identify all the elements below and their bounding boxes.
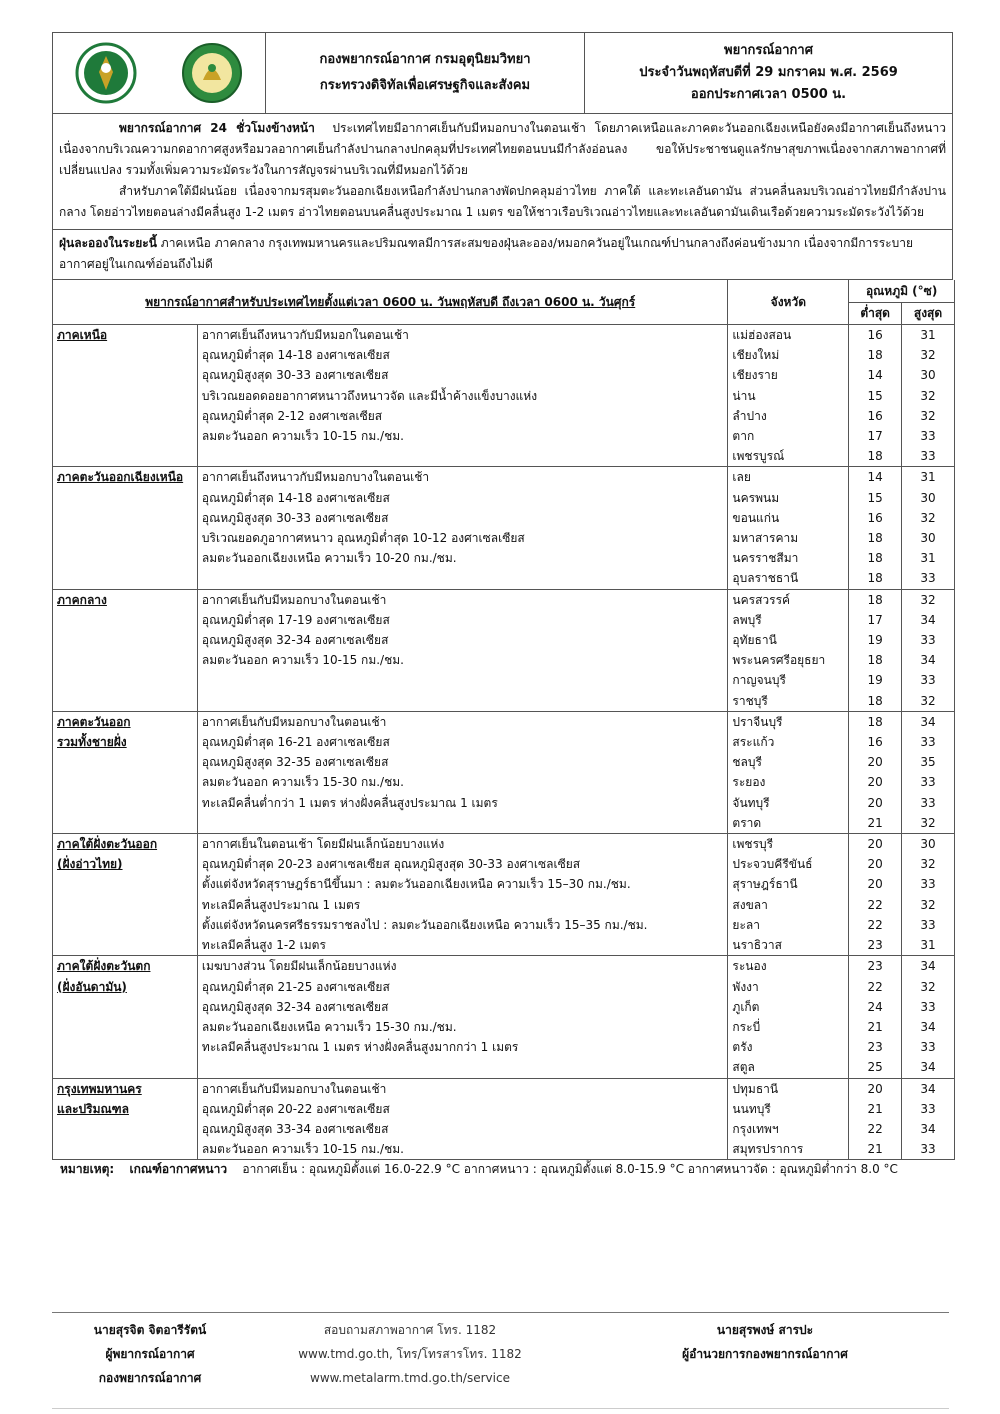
min-temp: 18 [867, 653, 883, 668]
max-temp: 32 [920, 388, 936, 403]
province-list [728, 467, 849, 589]
min-temp-list [849, 1078, 902, 1160]
region-name-line: (ฝั่งอันดามัน) [57, 979, 127, 994]
min-temp: 15 [867, 490, 883, 505]
min-temp: 23 [867, 938, 883, 953]
max-temp: 33 [920, 449, 936, 464]
description-line: อุณหภูมิสูงสุด 32-35 องศาเซลเซียส [201, 755, 389, 770]
max-temp: 30 [920, 531, 936, 546]
min-temp: 22 [867, 897, 883, 912]
region-name-line: ภาคใต้ฝั่งตะวันตก [57, 959, 151, 974]
province-name: นครพนม [732, 490, 780, 505]
max-header: สูงสุด [902, 303, 955, 325]
max-temp: 32 [920, 857, 936, 872]
min-temp: 18 [867, 592, 883, 607]
max-temp-list [902, 711, 955, 833]
region-row [53, 325, 955, 467]
description-line: อุณหภูมิต่ำสุด 16-21 องศาเซลเซียส [201, 735, 390, 750]
issue-time: ออกประกาศเวลา 0500 น. [690, 87, 847, 102]
region-name-line: รวมทั้งชายฝั่ง [57, 735, 127, 750]
region-description [197, 325, 727, 467]
title-block [585, 33, 952, 113]
province-name: อุบลราชธานี [732, 571, 799, 586]
tmd-logo-icon [181, 42, 243, 104]
max-temp: 33 [920, 877, 936, 892]
max-temp: 31 [920, 470, 936, 485]
description-line: ลมตะวันออก ความเร็ว 15-30 กม./ชม. [201, 775, 404, 790]
region-name-line: ภาคเหนือ [57, 328, 108, 342]
bottom-divider [52, 1408, 949, 1409]
bulletin-page [52, 32, 953, 1160]
province-list [728, 711, 849, 833]
min-temp-list [849, 711, 902, 833]
province-name: ภูเก็ต [732, 999, 760, 1014]
province-name: เพชรบุรี [732, 837, 774, 852]
min-temp: 20 [867, 755, 883, 770]
description-line: อากาศเย็นกับมีหมอกบางในตอนเช้า [201, 714, 387, 729]
logo-area [53, 33, 266, 113]
province-name: เพชรบูรณ์ [732, 449, 785, 464]
description-line: ทะเลมีคลื่นสูงประมาณ 1 เมตร ห่างฝั่งคลื่นสูงมากกว่า 1 เมตร [201, 1040, 519, 1055]
min-temp-list [849, 834, 902, 956]
province-name: นครสวรรค์ [732, 592, 791, 607]
region-description [197, 956, 727, 1078]
province-name: ลำปาง [732, 408, 767, 423]
region-name [53, 467, 198, 589]
max-temp: 30 [920, 837, 936, 852]
forecaster-dept: กองพยากรณ์อากาศ [98, 1371, 202, 1385]
description-line: อากาศเย็นกับมีหมอกบางในตอนเช้า [201, 592, 387, 607]
max-temp: 33 [920, 429, 936, 444]
max-temp: 33 [920, 775, 936, 790]
min-temp: 21 [867, 1019, 883, 1034]
province-name: ตาก [732, 429, 755, 444]
region-row [53, 589, 955, 711]
province-name: กระบี่ [732, 1019, 761, 1034]
region-description [197, 1078, 727, 1160]
min-temp-list [849, 467, 902, 589]
province-name: ลพบุรี [732, 612, 762, 627]
description-line: อุณหภูมิต่ำสุด 20-22 องศาเซลเซียส [201, 1101, 390, 1116]
description-line: ลมตะวันออกเฉียงเหนือ ความเร็ว 15-30 กม./ชม. [201, 1019, 457, 1034]
max-temp: 32 [920, 592, 936, 607]
province-list [728, 1078, 849, 1160]
region-description [197, 589, 727, 711]
max-temp: 32 [920, 897, 936, 912]
forecast-lead: พยากรณ์อากาศ 24 ชั่วโมงข้างหน้า [119, 121, 315, 135]
forecast-para2: สำหรับภาคใต้มีฝนน้อย เนื่องจากมรสุมตะวันออกเฉียงเหนือกำลังปานกลางพัดปกคลุมอ่าวไทย ภาคใต้ และทะเลอันดามัน ส่วนคลื่นลมบริเวณอ่าวไทยมีกำลังปานกลาง โดยอ่าวไทยตอนล่างมีคลื่นสูง 1-2 เมตร อ่าวไทยตอนบนคลื่นสูงประมาณ 1 เมตร ขอให้ชาวเรือบริเวณอ่าวไทยและทะเลอันดามันเดินเรือด้วยความระมัดระวังไว้ด้วย [59, 184, 946, 219]
min-temp: 18 [867, 531, 883, 546]
min-temp: 22 [867, 1121, 883, 1136]
min-temp: 18 [867, 571, 883, 586]
max-temp: 33 [920, 917, 936, 932]
dust-label: ฝุ่นละอองในระยะนี้ [59, 236, 157, 250]
description-line: อุณหภูมิต่ำสุด 2-12 องศาเซลเซียส [201, 408, 383, 423]
region-name [53, 834, 198, 956]
min-temp: 18 [867, 551, 883, 566]
min-temp-list [849, 589, 902, 711]
min-temp: 21 [867, 1101, 883, 1116]
max-temp-list [902, 1078, 955, 1160]
region-name-line: และปริมณฑล [57, 1101, 129, 1116]
description-line: อากาศเย็นกับมีหมอกบางในตอนเช้า [201, 1081, 387, 1096]
description-line: ทะเลมีคลื่นสูง 1-2 เมตร [201, 938, 326, 953]
max-temp: 32 [920, 979, 936, 994]
note-text: อากาศเย็น : อุณหภูมิตั้งแต่ 16.0-22.9 °C อากาศหนาว : อุณหภูมิตั้งแต่ 8.0-15.9 °C อากาศหนาวจัด : อุณหภูมิต่ำกว่า 8.0 °C [242, 1162, 898, 1176]
province-name: ชลบุรี [732, 755, 762, 770]
province-name: สตูล [732, 1060, 755, 1075]
description-line: อากาศเย็นถึงหนาวกับมีหมอกในตอนเช้า [201, 328, 409, 342]
province-name: เลย [732, 470, 751, 485]
min-temp: 24 [867, 999, 883, 1014]
region-name [53, 1078, 198, 1160]
director-name: นายสุรพงษ์ สารปะ [716, 1323, 814, 1337]
min-temp: 16 [867, 408, 883, 423]
region-description [197, 834, 727, 956]
contact-website[interactable]: www.tmd.go.th, โทร/โทรสารโทร. 1182 [298, 1347, 522, 1361]
province-name: ปราจีนบุรี [732, 714, 783, 729]
province-name: เชียงใหม่ [732, 348, 780, 363]
contact-service[interactable]: www.metalarm.tmd.go.th/service [310, 1371, 510, 1385]
description-line: อุณหภูมิสูงสุด 30-33 องศาเซลเซียส [201, 510, 389, 525]
province-name: สมุทรปราการ [732, 1142, 804, 1157]
org-block [266, 33, 585, 113]
max-temp: 33 [920, 735, 936, 750]
max-temp: 34 [920, 959, 936, 974]
forecast-table [52, 280, 955, 1160]
province-name: นนทบุรี [732, 1101, 771, 1116]
description-line: เมฆบางส่วน โดยมีฝนเล็กน้อยบางแห่ง [201, 959, 397, 974]
max-temp: 33 [920, 1040, 936, 1055]
min-temp-list [849, 956, 902, 1078]
region-name [53, 589, 198, 711]
min-temp: 20 [867, 795, 883, 810]
province-name: พระนครศรีอยุธยา [732, 653, 826, 668]
description-line: อุณหภูมิต่ำสุด 17-19 องศาเซลเซียส [201, 612, 390, 627]
province-name: ตราด [732, 815, 762, 830]
min-temp: 23 [867, 1040, 883, 1055]
min-temp: 17 [867, 612, 883, 627]
description-line: อุณหภูมิสูงสุด 30-33 องศาเซลเซียส [201, 368, 389, 383]
province-name: ราชบุรี [732, 693, 768, 708]
max-temp: 31 [920, 938, 936, 953]
region-row [53, 1078, 955, 1160]
temp-header: อุณหภูมิ (°ซ) [849, 280, 955, 303]
region-name-line: ภาคตะวันออก [57, 714, 131, 729]
province-name: อุทัยธานี [732, 633, 777, 648]
province-name: จันทบุรี [732, 795, 770, 810]
region-name-line: ภาคใต้ฝั่งตะวันออก [57, 837, 158, 852]
footer-contact [280, 1318, 540, 1390]
description-line: อุณหภูมิต่ำสุด 14-18 องศาเซลเซียส [201, 348, 390, 363]
max-temp: 33 [920, 795, 936, 810]
province-name: ยะลา [732, 917, 760, 932]
max-temp-list [902, 467, 955, 589]
province-name: ตรัง [732, 1040, 753, 1055]
max-temp: 34 [920, 653, 936, 668]
province-list [728, 589, 849, 711]
max-temp: 31 [920, 328, 936, 342]
region-name [53, 325, 198, 467]
min-temp: 14 [867, 368, 883, 383]
min-temp: 18 [867, 714, 883, 729]
min-temp: 20 [867, 775, 883, 790]
max-temp: 32 [920, 815, 936, 830]
footer-director [640, 1318, 890, 1366]
region-description [197, 467, 727, 589]
dust-section [52, 230, 953, 280]
region-name-line: กรุงเทพมหานคร [57, 1081, 142, 1096]
max-temp: 31 [920, 551, 936, 566]
director-role: ผู้อำนวยการกองพยากรณ์อากาศ [682, 1347, 848, 1361]
min-temp-list [849, 325, 902, 467]
description-line: อากาศเย็นถึงหนาวกับมีหมอกบางในตอนเช้า [201, 470, 430, 485]
note [60, 1160, 898, 1179]
province-name: กรุงเทพฯ [732, 1121, 779, 1136]
description-line: บริเวณยอดดอยอากาศหนาวถึงหนาวจัด และมีน้ำค้างแข็งบางแห่ง [201, 388, 538, 403]
min-temp: 25 [867, 1060, 883, 1075]
org-line2: กระทรวงดิจิทัลเพื่อเศรษฐกิจและสังคม [319, 78, 531, 93]
min-temp: 14 [867, 470, 883, 485]
region-row [53, 467, 955, 589]
description-line: ลมตะวันออก ความเร็ว 10-15 กม./ชม. [201, 1142, 404, 1157]
max-temp: 34 [920, 612, 936, 627]
min-temp: 20 [867, 877, 883, 892]
page-title: พยากรณ์อากาศ [724, 43, 813, 58]
province-name: ระนอง [732, 959, 767, 974]
description-line: อุณหภูมิสูงสุด 32-34 องศาเซลเซียส [201, 633, 389, 648]
max-temp: 32 [920, 408, 936, 423]
min-temp: 18 [867, 449, 883, 464]
description-line: ตั้งแต่จังหวัดนครศรีธรรมราชลงไป : ลมตะวันออกเฉียงเหนือ ความเร็ว 15–35 กม./ชม. [201, 917, 648, 932]
max-temp: 33 [920, 673, 936, 688]
min-temp: 22 [867, 917, 883, 932]
province-list [728, 834, 849, 956]
min-temp: 20 [867, 837, 883, 852]
province-name: สุราษฎร์ธานี [732, 877, 798, 892]
min-temp: 21 [867, 1142, 883, 1157]
ministry-logo-icon [75, 42, 137, 104]
max-temp: 34 [920, 1121, 936, 1136]
max-temp: 33 [920, 999, 936, 1014]
region-name-line: ภาคกลาง [57, 592, 107, 607]
forecaster-role: ผู้พยากรณ์อากาศ [105, 1347, 195, 1361]
max-temp-list [902, 589, 955, 711]
min-temp: 20 [867, 857, 883, 872]
province-list [728, 956, 849, 1078]
province-name: นราธิวาส [732, 938, 782, 953]
max-temp: 34 [920, 1019, 936, 1034]
province-header: จังหวัด [728, 280, 849, 325]
province-name: น่าน [732, 388, 756, 403]
max-temp: 33 [920, 633, 936, 648]
org-line1: กองพยากรณ์อากาศ กรมอุตุนิยมวิทยา [319, 52, 531, 67]
description-line: อุณหภูมิสูงสุด 33-34 องศาเซลเซียส [201, 1121, 389, 1136]
description-line: อุณหภูมิต่ำสุด 14-18 องศาเซลเซียส [201, 490, 390, 505]
max-temp: 32 [920, 510, 936, 525]
region-name-line: (ฝั่งอ่าวไทย) [57, 857, 123, 872]
min-temp: 16 [867, 328, 883, 342]
province-name: นครราชสีมา [732, 551, 799, 566]
description-line: ลมตะวันออกเฉียงเหนือ ความเร็ว 10-20 กม./ชม. [201, 551, 457, 566]
contact-phone: สอบถามสภาพอากาศ โทร. 1182 [323, 1323, 497, 1337]
description-line: อากาศเย็นในตอนเช้า โดยมีฝนเล็กน้อยบางแห่ง [201, 837, 445, 852]
min-temp: 15 [867, 388, 883, 403]
max-temp: 33 [920, 1142, 936, 1157]
forecast-para1: พยากรณ์อากาศ 24 ชั่วโมงข้างหน้า ประเทศไทยมีอากาศเย็นกับมีหมอกบางในตอนเช้า โดยภาคเหนือและภาคตะวันออกเฉียงเหนือยังคงมีอากาศเย็นถึงหนาว เนื่องจากบริเวณความกดอากาศสูงหรือมวลอากาศเย็นกำลังปานกลางปกคลุมที่ประเทศไทยตอนบนมีกำลังอ่อนลง ขอให้ประชาชนดูแลรักษาสุขภาพเนื่องจากสภาพอากาศที่เปลี่ยนแปลง รวมทั้งเพิ่มความระมัดระวังในการสัญจรผ่านบริเวณที่มีหมอกไว้ด้วย [59, 121, 946, 177]
region-row [53, 956, 955, 1078]
province-name: ขอนแก่น [732, 510, 780, 525]
note-criteria: เกณฑ์อากาศหนาว [129, 1162, 228, 1176]
min-temp: 18 [867, 693, 883, 708]
province-name: ระยอง [732, 775, 766, 790]
region-description [197, 711, 727, 833]
max-temp: 34 [920, 1081, 936, 1096]
min-temp: 17 [867, 429, 883, 444]
province-name: สงขลา [732, 897, 768, 912]
description-line: อุณหภูมิสูงสุด 32-34 องศาเซลเซียส [201, 999, 389, 1014]
min-temp: 19 [867, 673, 883, 688]
region-name [53, 711, 198, 833]
min-header: ต่ำสุด [849, 303, 902, 325]
footer-forecaster [60, 1318, 240, 1390]
max-temp: 34 [920, 1060, 936, 1075]
description-line: อุณหภูมิต่ำสุด 20-23 องศาเซลเซียส อุณหภูมิสูงสุด 30-33 องศาเซลเซียส [201, 857, 581, 872]
max-temp: 34 [920, 714, 936, 729]
max-temp: 30 [920, 368, 936, 383]
max-temp: 32 [920, 348, 936, 363]
forecast-24h [52, 114, 953, 230]
header [52, 32, 953, 114]
region-name-line: ภาคตะวันออกเฉียงเหนือ [57, 470, 184, 485]
description-line: อุณหภูมิต่ำสุด 21-25 องศาเซลเซียส [201, 979, 390, 994]
dust-text: ภาคเหนือ ภาคกลาง กรุงเทพมหานครและปริมณฑลมีการสะสมของฝุ่นละออง/หมอกควันอยู่ในเกณฑ์ปานกลางถึงค่อนข้างมาก เนื่องจากมีการระบายอากาศอยู่ในเกณฑ์อ่อนถึงไม่ดี [59, 236, 913, 271]
note-label: หมายเหตุ: [60, 1162, 115, 1176]
min-temp: 22 [867, 979, 883, 994]
forecast-date: ประจำวันพฤหัสบดีที่ 29 มกราคม พ.ศ. 2569 [639, 65, 898, 80]
max-temp: 33 [920, 1101, 936, 1116]
description-line: บริเวณยอดภูอากาศหนาว อุณหภูมิต่ำสุด 10-12 องศาเซลเซียส [201, 531, 525, 546]
min-temp: 16 [867, 735, 883, 750]
description-line: ลมตะวันออก ความเร็ว 10-15 กม./ชม. [201, 429, 404, 444]
min-temp: 20 [867, 1081, 883, 1096]
table-caption: พยากรณ์อากาศสำหรับประเทศไทยตั้งแต่เวลา 0600 น. วันพฤหัสบดี ถึงเวลา 0600 น. วันศุกร์ [53, 280, 728, 325]
description-line: ทะเลมีคลื่นสูงประมาณ 1 เมตร [201, 897, 361, 912]
max-temp-list [902, 325, 955, 467]
min-temp: 23 [867, 959, 883, 974]
min-temp: 19 [867, 633, 883, 648]
description-line: ทะเลมีคลื่นต่ำกว่า 1 เมตร ห่างฝั่งคลื่นสูงประมาณ 1 เมตร [201, 795, 498, 810]
region-name [53, 956, 198, 1078]
province-name: ประจวบคีรีขันธ์ [732, 857, 813, 872]
max-temp: 33 [920, 571, 936, 586]
max-temp: 32 [920, 693, 936, 708]
province-name: สระแก้ว [732, 735, 775, 750]
max-temp: 30 [920, 490, 936, 505]
max-temp: 35 [920, 755, 936, 770]
max-temp-list [902, 834, 955, 956]
max-temp-list [902, 956, 955, 1078]
forecaster-name: นายสุรจิต จิตอารีรัตน์ [93, 1323, 207, 1337]
footer-divider [52, 1312, 949, 1313]
region-row [53, 834, 955, 956]
min-temp: 16 [867, 510, 883, 525]
min-temp: 18 [867, 348, 883, 363]
province-name: พังงา [732, 979, 759, 994]
region-row [53, 711, 955, 833]
province-name: กาญจนบุรี [732, 673, 786, 688]
description-line: ลมตะวันออก ความเร็ว 10-15 กม./ชม. [201, 653, 404, 668]
min-temp: 21 [867, 815, 883, 830]
province-name: มหาสารคาม [732, 531, 799, 546]
province-name: เชียงราย [732, 368, 778, 383]
province-name: ปทุมธานี [732, 1081, 779, 1096]
description-line: ตั้งแต่จังหวัดสุราษฎร์ธานีขึ้นมา : ลมตะวันออกเฉียงเหนือ ความเร็ว 15–30 กม./ชม. [201, 877, 631, 892]
province-name: แม่ฮ่องสอน [732, 328, 792, 342]
province-list [728, 325, 849, 467]
